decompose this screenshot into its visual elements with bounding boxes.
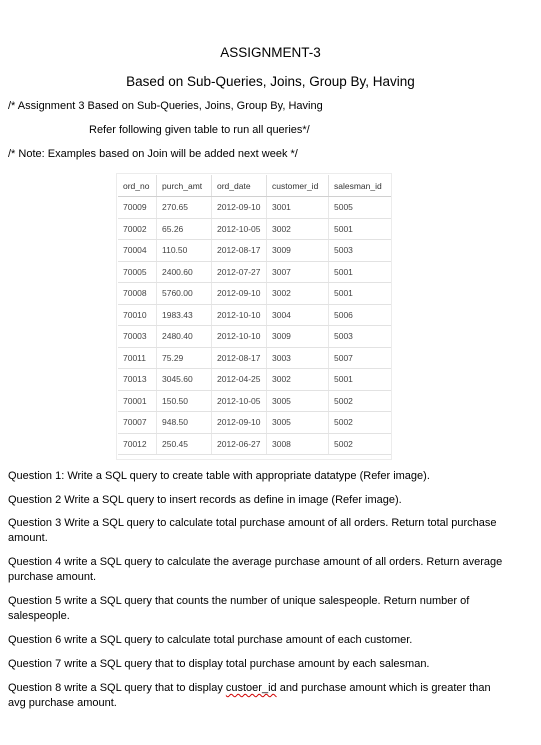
table-row [118, 304, 391, 326]
table-cell: 2400.60 [157, 261, 212, 283]
table-cell: 3004 [267, 304, 329, 326]
table-cell: 5002 [329, 433, 392, 455]
column-header: customer_id [267, 175, 329, 197]
table-row [118, 390, 391, 412]
table-cell: 1983.43 [157, 304, 212, 326]
table-cell: 5006 [329, 304, 392, 326]
table-cell: 948.50 [157, 412, 212, 434]
column-header: purch_amt [157, 175, 212, 197]
table-cell: 3008 [267, 433, 329, 455]
question-2: Question 2 Write a SQL query to insert records as define in image (Refer image). [8, 494, 402, 506]
table-cell: 65.26 [157, 218, 212, 240]
table-cell: 2012-10-05 [212, 390, 267, 412]
question-4: Question 4 write a SQL query to calculate the average purchase amount of all orders. Return average purchase amount. [8, 556, 503, 583]
assignment-heading: ASSIGNMENT-3 [220, 45, 321, 60]
table-cell: 5001 [329, 218, 392, 240]
question-6: Question 6 write a SQL query to calculate total purchase amount of each customer. [8, 634, 413, 646]
table-cell: 2012-09-10 [212, 283, 267, 305]
table-cell: 70008 [118, 283, 157, 305]
table-row [118, 261, 391, 283]
table-cell: 70009 [118, 197, 157, 219]
table-row [118, 369, 391, 391]
table-cell: 70007 [118, 412, 157, 434]
question-1: Question 1: Write a SQL query to create table with appropriate datatype (Refer image). [8, 470, 430, 482]
table-body [118, 197, 391, 455]
table-cell: 70004 [118, 240, 157, 262]
table-cell: 5002 [329, 412, 392, 434]
table-cell: 2012-08-17 [212, 347, 267, 369]
table-header-row [118, 175, 391, 197]
table-cell: 70002 [118, 218, 157, 240]
column-header: ord_no [118, 175, 157, 197]
table-cell: 5001 [329, 261, 392, 283]
table-cell: 5007 [329, 347, 392, 369]
table-cell: 70003 [118, 326, 157, 348]
question-7: Question 7 write a SQL query that to display total purchase amount by each salesman. [8, 658, 430, 670]
table-row [118, 326, 391, 348]
table-cell: 3045.60 [157, 369, 212, 391]
table-cell: 5002 [329, 390, 392, 412]
question-8-text-before: Question 8 write a SQL query that to display [8, 682, 226, 694]
table-cell: 5003 [329, 240, 392, 262]
assignment-subheading: Based on Sub-Queries, Joins, Group By, Having [126, 74, 415, 89]
table-cell: 3002 [267, 369, 329, 391]
table-cell: 75.29 [157, 347, 212, 369]
table-cell: 5760.00 [157, 283, 212, 305]
table-cell: 2012-08-17 [212, 240, 267, 262]
question-5: Question 5 write a SQL query that counts the number of unique salespeople. Return number of salespeople. [8, 595, 470, 622]
table-cell: 70001 [118, 390, 157, 412]
table-cell: 3003 [267, 347, 329, 369]
table-cell: 70011 [118, 347, 157, 369]
table-row [118, 240, 391, 262]
table-row [118, 433, 391, 455]
table-cell: 70013 [118, 369, 157, 391]
table-cell: 5005 [329, 197, 392, 219]
table-cell: 3005 [267, 412, 329, 434]
orders-table [118, 175, 391, 455]
table-cell: 5001 [329, 283, 392, 305]
question-8-misspelled-word: custoer_id [225, 682, 277, 694]
table-cell: 2012-07-27 [212, 261, 267, 283]
column-header: ord_date [212, 175, 267, 197]
note-line: /* Note: Examples based on Join will be added next week */ [8, 148, 298, 160]
table-cell: 2012-10-05 [212, 218, 267, 240]
table-row [118, 347, 391, 369]
table-cell: 2012-04-25 [212, 369, 267, 391]
table-cell: 2012-09-10 [212, 412, 267, 434]
question-8-text-after: and purchase amount which is greater than avg purchase amount. [8, 682, 491, 709]
table-row [118, 412, 391, 434]
table-cell: 3002 [267, 218, 329, 240]
table-cell: 3001 [267, 197, 329, 219]
table-row [118, 218, 391, 240]
table-cell: 2012-09-10 [212, 197, 267, 219]
table-cell: 3002 [267, 283, 329, 305]
table-cell: 2012-10-10 [212, 304, 267, 326]
table-cell: 3009 [267, 240, 329, 262]
table-cell: 3007 [267, 261, 329, 283]
table-cell: 70012 [118, 433, 157, 455]
table-cell: 70010 [118, 304, 157, 326]
table-cell: 3005 [267, 390, 329, 412]
table-row [118, 197, 391, 219]
table-cell: 150.50 [157, 390, 212, 412]
table-cell: 250.45 [157, 433, 212, 455]
comment-line-1: /* Assignment 3 Based on Sub-Queries, Joins, Group By, Having [8, 100, 323, 112]
table-cell: 2480.40 [157, 326, 212, 348]
table-cell: 2012-06-27 [212, 433, 267, 455]
question-8 [8, 681, 508, 711]
question-3: Question 3 Write a SQL query to calculate total purchase amount of all orders. Return total purchase amount. [8, 517, 497, 544]
table-row [118, 283, 391, 305]
table-cell: 2012-10-10 [212, 326, 267, 348]
table-cell: 3009 [267, 326, 329, 348]
table-cell: 270.65 [157, 197, 212, 219]
column-header: salesman_id [329, 175, 392, 197]
table-cell: 110.50 [157, 240, 212, 262]
comment-line-2: Refer following given table to run all queries*/ [89, 124, 310, 136]
table-cell: 5001 [329, 369, 392, 391]
table-cell: 5003 [329, 326, 392, 348]
table-cell: 70005 [118, 261, 157, 283]
